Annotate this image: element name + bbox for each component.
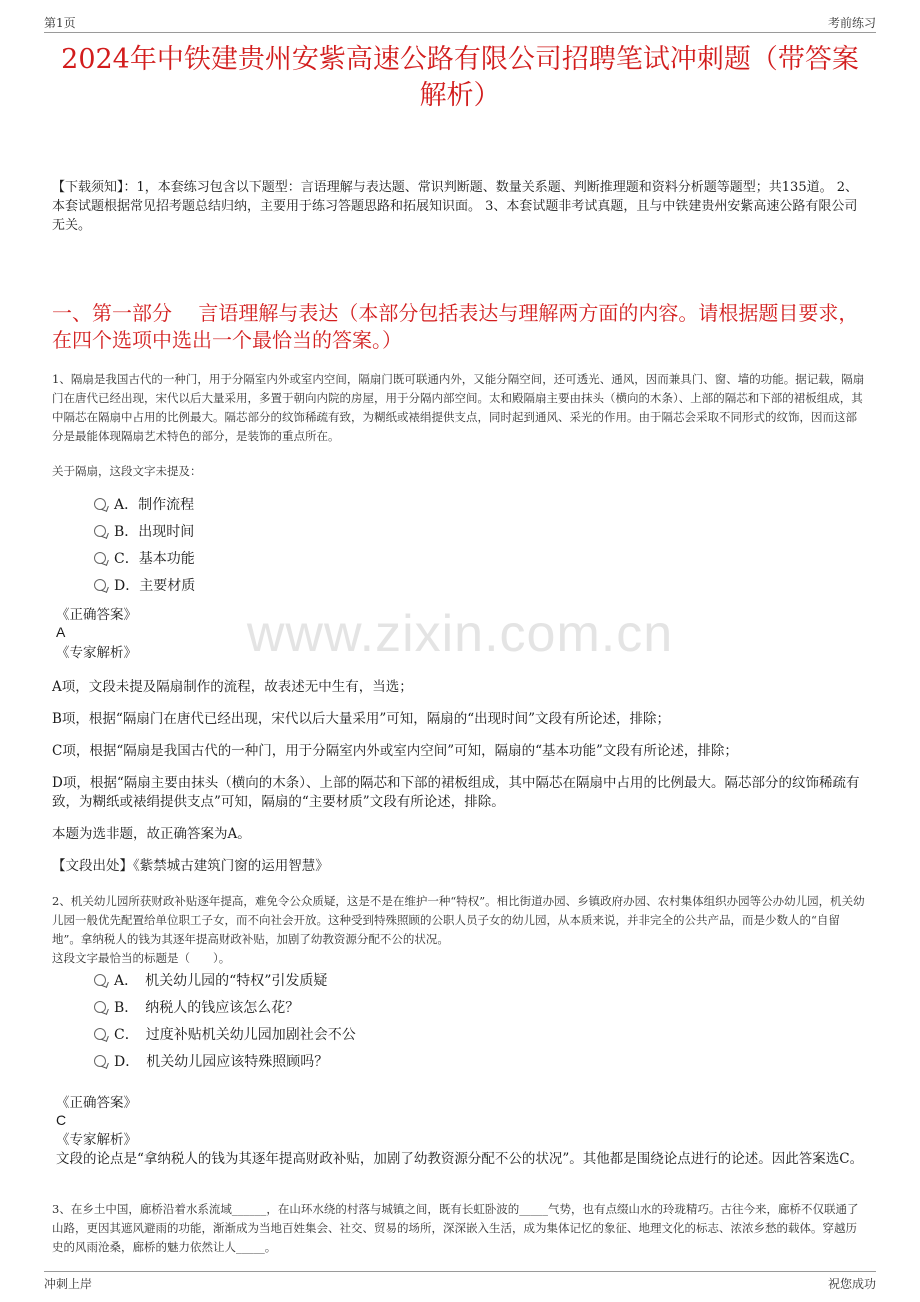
q1-answer: A [56, 624, 66, 640]
radio-icon [94, 1001, 106, 1013]
q2-answer-label: 《正确答案》 [56, 1095, 137, 1111]
q1-option-b[interactable]: B．出现时间 [94, 523, 194, 541]
q2-option-d[interactable]: D． 机关幼儿园应该特殊照顾吗？ [94, 1053, 328, 1071]
q3-stem: 3、在乡土中国，廊桥沿着水系流域______，在山环水绕的村落与城镇之间，既有长虹卧波的_____气势，也有点缀山水的玲珑精巧。古往今来，廊桥不仅联通了山路，更因其遮风避雨的功能，渐渐成为当地百姓集会、社交、贸易的场所，深深嵌入生活，成为集体记忆的象征、地理文化的标志、浓浓乡愁的载体。穿越历史的风雨沧桑，廊桥的魅力依然让人_____。 [52, 1202, 859, 1254]
q1-conclusion: 本题为选非题，故正确答案为A。 [52, 826, 251, 842]
radio-icon [94, 525, 106, 537]
footer-right: 祝您成功 [827, 1277, 876, 1291]
q1-stem: 1、隔扇是我国古代的一种门，用于分隔室内外或室内空间，隔扇门既可联通内外，又能分隔空间，还可透光、通风，因而兼具门、窗、墙的功能。据记载，隔扇门在唐代已经出现，宋代以后大量采用，多置于朝向内院的房屋，用于分隔内部空间。太和殿隔扇主要由抹头（横向的木条）、上部的隔芯和下部的裙板组成，其中隔芯在隔扇中占用的比例最大。隔芯部分的纹饰稀疏有致，为糊纸或裱绢提供支点，同时起到通风、采光的作用。由于隔芯会采取不同形式的纹饰，因而这部分是最能体现隔扇艺术特色的部分，是装饰的重点所在。 [52, 372, 865, 443]
q2-option-b[interactable]: B． 纳税人的钱应该怎么花？ [94, 999, 299, 1017]
q1-answer-label: 《正确答案》 [56, 607, 137, 623]
q1-option-c[interactable]: C．基本功能 [94, 550, 195, 568]
q2-stem: 2、机关幼儿园所获财政补贴逐年提高，难免令公众质疑，这是不是在维护一种“特权”。相比街道办园、乡镇政府办园、农村集体组织办园等公办幼儿园，机关幼儿园一般优先配置给单位职工子女，而不向社会开放。这种受到特殊照顾的公职人员子女的幼儿园，从本质来说，并非完全的公共产品，而是少数人的“自留地”。拿纳税人的钱为其逐年提高财政补贴，加剧了幼教资源分配不公的状况。 [52, 894, 865, 946]
q1-analysis-d: D项，根据“隔扇主要由抹头（横向的木条）、上部的隔芯和下部的裙板组成，其中隔芯在隔扇中占用的比例最大。隔芯部分的纹饰稀疏有致，为糊纸或裱绢提供支点”可知，隔扇的“主要材质”文段有所论述，排除。 [52, 775, 860, 810]
page-header [44, 12, 876, 33]
radio-icon [94, 498, 106, 510]
q1-option-a[interactable]: A．制作流程 [94, 496, 194, 514]
page-number: 第1页 [44, 16, 76, 30]
q1-analysis-a: A项，文段未提及隔扇制作的流程，故表述无中生有，当选； [52, 679, 413, 695]
q1-analysis-label: 《专家解析》 [56, 645, 137, 661]
q1-analysis-c: C项，根据“隔扇是我国古代的一种门，用于分隔室内外或室内空间”可知，隔扇的“基本功能”文段有所论述，排除； [52, 743, 738, 759]
download-notice: 【下载须知】：1，本套练习包含以下题型：言语理解与表达题、常识判断题、数量关系题、判断推理题和资料分析题等题型；共135道。 2、本套试题根据常见招考题总结归纳，主要用于练习答题思路和拓展知识面。 3、本套试题非考试真题，且与中铁建贵州安紫高速公路有限公司无关。 [52, 180, 858, 233]
q2-option-c[interactable]: C． 过度补贴机关幼儿园加剧社会不公 [94, 1026, 356, 1044]
page-footer [44, 1271, 876, 1290]
radio-icon [94, 974, 106, 986]
q2-question: 这段文字最恰当的标题是（ ）。 [52, 951, 231, 965]
document-title: 2024年中铁建贵州安紫高速公路有限公司招聘笔试冲刺题（带答案解析） [61, 44, 859, 111]
q2-option-a[interactable]: A． 机关幼儿园的“特权”引发质疑 [94, 972, 327, 990]
q2-analysis: 文段的论点是“拿纳税人的钱为其逐年提高财政补贴，加剧了幼教资源分配不公的状况”。其他都是围绕论点进行的论述。因此答案选C。 [56, 1151, 864, 1167]
radio-icon [94, 552, 106, 564]
q1-option-d[interactable]: D．主要材质 [94, 577, 195, 595]
footer-left: 冲刺上岸 [44, 1277, 93, 1291]
q1-question: 关于隔扇，这段文字未提及： [52, 464, 202, 478]
radio-icon [94, 579, 106, 591]
radio-icon [94, 1055, 106, 1067]
radio-icon [94, 1028, 106, 1040]
watermark: www.zixin.com.cn [246, 605, 674, 663]
section-heading: 一、第一部分 言语理解与表达（本部分包括表达与理解两方面的内容。请根据题目要求，在四个选项中选出一个最恰当的答案。） [52, 301, 859, 352]
q1-analysis-b: B项，根据“隔扇门在唐代已经出现，宋代以后大量采用”可知，隔扇的“出现时间”文段有所论述，排除； [52, 711, 671, 727]
q2-answer: C [56, 1112, 67, 1128]
q2-analysis-label: 《专家解析》 [56, 1132, 137, 1148]
header-tag: 考前练习 [827, 16, 876, 30]
q1-source: 【文段出处】《紫禁城古建筑门窗的运用智慧》 [52, 858, 329, 874]
